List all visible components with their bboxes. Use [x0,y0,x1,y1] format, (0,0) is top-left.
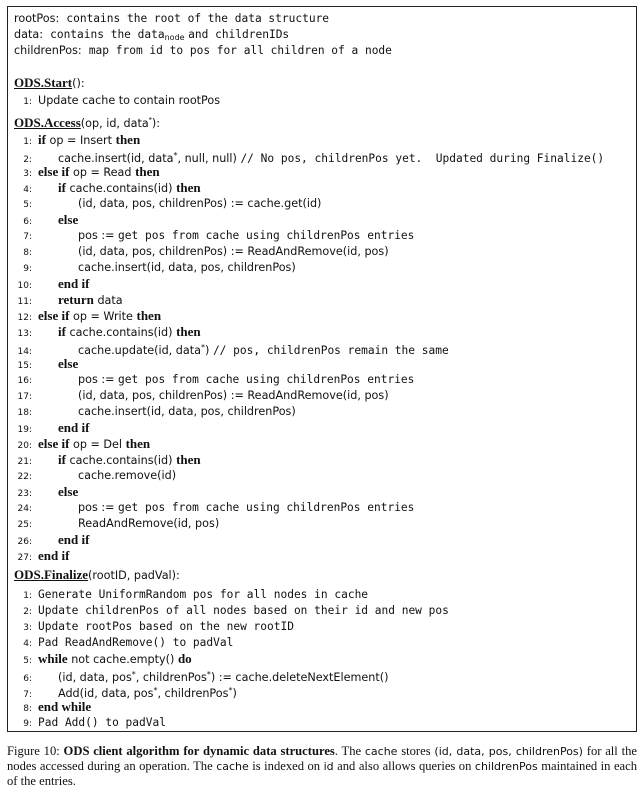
start-heading: ODS.Start(): [14,75,85,90]
finalize-line-4: 4: Pad ReadAndRemove() to padVal [23,636,234,649]
finalize-heading: ODS.Finalize(rootID, padVal): [14,567,180,582]
access-line-14: 14: cache.update(id, data*) // pos, childrenPos remain the same [17,343,449,357]
access-line-6: 6: else [23,212,79,227]
access-line-13: 13: if cache.contains(id) then [17,324,201,339]
access-line-11: 11: return data [17,292,123,307]
access-line-26: 26: end if [17,532,90,547]
finalize-line-2: 2: Update childrenPos of all nodes based on their id and new pos [23,604,449,617]
access-line-25: 25: ReadAndRemove(id, pos) [17,517,220,530]
access-line-1: 1: if op = Insert then [23,132,141,147]
access-line-19: 19: end if [17,420,90,435]
caption-label: Figure 10: [7,744,60,758]
access-line-8: 8: (id, data, pos, childrenPos) := ReadAndRemove(id, pos) [23,245,389,258]
finalize-line-6: 6: (id, data, pos*, childrenPos*) := cache.deleteNextElement() [23,670,389,684]
access-line-7: 7: pos := get pos from cache using childrenPos entries [23,229,415,242]
finalize-line-1: 1: Generate UniformRandom pos for all nodes in cache [23,588,369,601]
finalize-line-3: 3: Update rootPos based on the new rootID [23,620,294,633]
caption-title: ODS client algorithm for dynamic data structures [63,744,335,758]
access-line-10: 10: end if [17,276,90,291]
access-line-15: 15: else [17,356,79,371]
access-line-22: 22: cache.remove(id) [17,469,177,482]
start-line-1: 1: Update cache to contain rootPos [23,94,221,107]
access-line-24: 24: pos := get pos from cache using childrenPos entries [17,501,415,514]
header-data: data: contains the data$_{node}$ and childrenIDs [14,28,290,42]
access-line-4: 4: if cache.contains(id) then [23,180,201,195]
finalize-line-7: 7: Add(id, data, pos*, childrenPos*) [23,686,237,700]
finalize-line-9: 9: Pad Add() to padVal [23,716,166,729]
access-line-5: 5: (id, data, pos, childrenPos) := cache.get(id) [23,197,322,210]
figure-caption: Figure 10: ODS client algorithm for dynamic data structures. The cache stores (id, data, pos, childrenPos) for all the nodes accessed during an operation. The cache is indexed on id and also allows queries on childrenPos maintained in each of the entries. [7,744,638,788]
access-line-17: 17: (id, data, pos, childrenPos) := ReadAndRemove(id, pos) [17,389,389,402]
access-line-20: 20: else if op = Del then [17,436,151,451]
finalize-line-5: 5: while not cache.empty() do [23,651,192,666]
access-line-21: 21: if cache.contains(id) then [17,452,201,467]
access-line-16: 16: pos := get pos from cache using childrenPos entries [17,373,415,386]
access-line-23: 23: else [17,484,79,499]
header-childrenpos: childrenPos: map from id to pos for all children of a node [14,44,392,57]
access-line-18: 18: cache.insert(id, data, pos, childrenPos) [17,405,296,418]
access-line-3: 3: else if op = Read then [23,164,160,179]
access-line-2: 2: cache.insert(id, data*, null, null) // No pos, childrenPos yet. Updated during Finalize() [23,151,605,165]
finalize-line-8: 8: end while [23,699,92,714]
access-line-27: 27: end if [17,548,70,563]
access-line-12: 12: else if op = Write then [17,308,162,323]
header-rootpos: rootPos: contains the root of the data structure [14,12,330,25]
access-heading: ODS.Access(op, id, data*): [14,115,161,130]
access-line-9: 9: cache.insert(id, data, pos, childrenPos) [23,261,296,274]
